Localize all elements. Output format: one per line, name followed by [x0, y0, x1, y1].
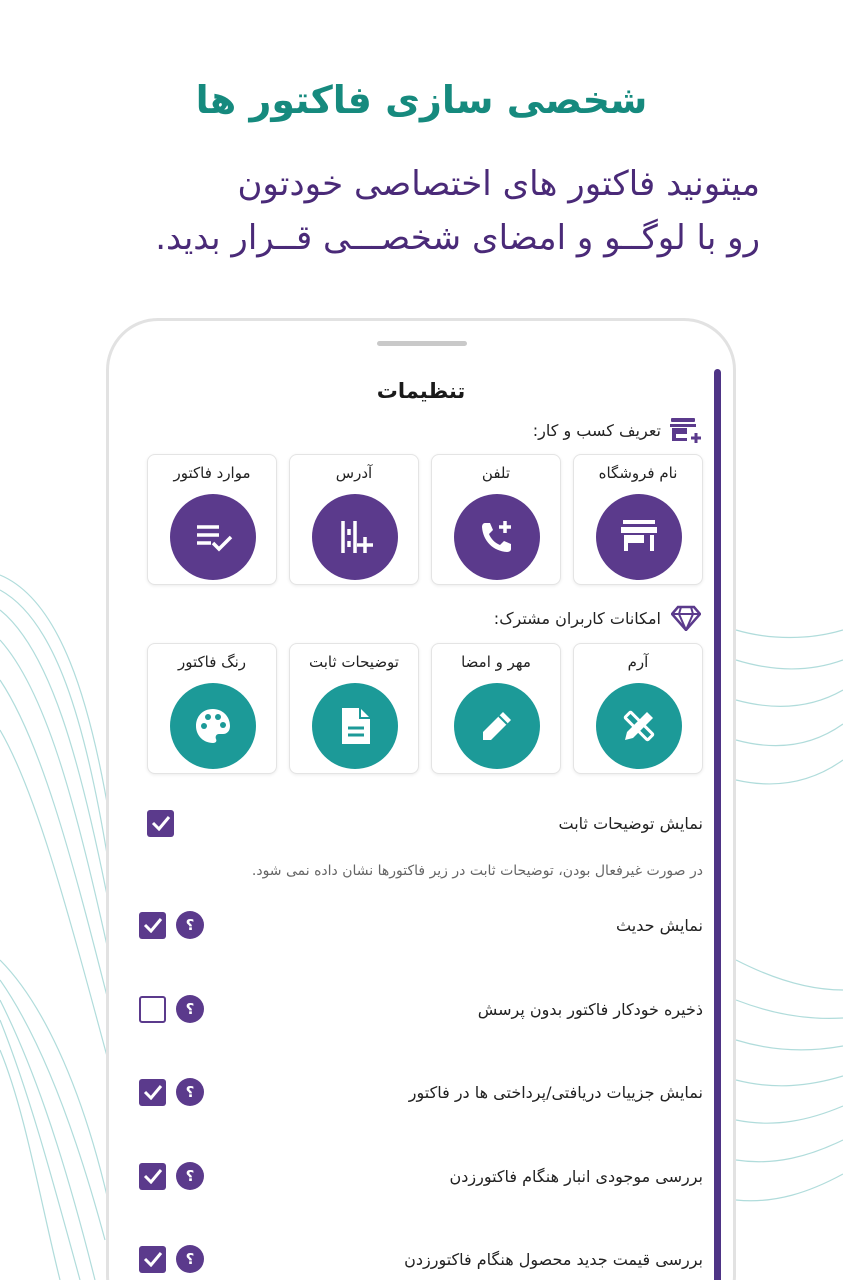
help-icon[interactable]: ؟	[176, 1078, 204, 1106]
palette-icon	[170, 683, 256, 769]
card-phone[interactable]	[431, 454, 561, 585]
card-store-name[interactable]	[573, 454, 703, 585]
scrollbar[interactable]	[714, 369, 721, 1280]
option-autosave-invoice	[139, 989, 703, 1029]
option-show-hadith	[139, 905, 703, 945]
help-icon[interactable]: ؟	[176, 911, 204, 939]
diamond-icon	[669, 603, 703, 633]
checkbox-checked[interactable]	[139, 1163, 166, 1190]
option-label: نمایش توضیحات ثابت	[558, 813, 703, 833]
phone-add-icon	[454, 494, 540, 580]
card-label: نام فروشگاه	[598, 464, 678, 482]
checkbox-unchecked[interactable]	[139, 996, 166, 1023]
help-icon[interactable]: ؟	[176, 995, 204, 1023]
help-icon[interactable]: ؟	[176, 1162, 204, 1190]
business-section-heading	[533, 415, 703, 445]
card-invoice-color[interactable]	[147, 643, 277, 774]
promo-headline: شخصی سازی فاکتور ها	[195, 78, 648, 122]
card-stamp-signature[interactable]	[431, 643, 561, 774]
phone-notch	[377, 341, 467, 346]
option-show-fixed-desc	[139, 803, 703, 843]
card-label: مهر و امضا	[461, 653, 531, 671]
phone-frame	[106, 318, 736, 1280]
option-label: بررسی موجودی انبار هنگام فاکتورزدن	[449, 1166, 703, 1186]
fixed-desc-note: در صورت غیرفعال بودن، توضیحات ثابت در زیر فاکتورها نشان داده نمی شود.	[251, 863, 703, 879]
card-label: آدرس	[335, 464, 373, 482]
business-cards	[147, 454, 703, 585]
help-icon[interactable]: ؟	[176, 1245, 204, 1273]
card-logo[interactable]	[573, 643, 703, 774]
premium-cards	[147, 643, 703, 774]
card-label: رنگ فاکتور	[177, 653, 246, 671]
checkbox-checked[interactable]	[147, 810, 174, 837]
promo-subline-2: رو با لوگــو و امضای شخصـــی قــرار بدید.	[155, 218, 760, 258]
premium-section-heading	[494, 603, 703, 633]
option-label: بررسی قیمت جدید محصول هنگام فاکتورزدن	[404, 1249, 703, 1269]
card-label: آرم	[627, 653, 649, 671]
design-tools-icon	[596, 683, 682, 769]
list-add-icon	[312, 494, 398, 580]
list-check-icon	[170, 494, 256, 580]
pencil-icon	[454, 683, 540, 769]
option-show-payment-details	[139, 1072, 703, 1112]
document-icon	[312, 683, 398, 769]
checkbox-checked[interactable]	[139, 912, 166, 939]
option-label: نمایش جزییات دریافتی/پرداختی ها در فاکتور	[408, 1082, 703, 1102]
card-label: تلفن	[481, 464, 511, 482]
card-address[interactable]	[289, 454, 419, 585]
option-check-stock	[139, 1156, 703, 1196]
premium-section-label: امکانات کاربران مشترک:	[493, 608, 661, 628]
business-section-label: تعریف کسب و کار:	[532, 420, 661, 440]
card-label: توضیحات ثابت	[309, 653, 399, 671]
store-icon	[596, 494, 682, 580]
checkbox-checked[interactable]	[139, 1246, 166, 1273]
card-fixed-description[interactable]	[289, 643, 419, 774]
store-add-icon	[669, 415, 703, 445]
option-check-new-price	[139, 1239, 703, 1279]
option-label: نمایش حدیث	[616, 915, 703, 935]
page-title: تنظیمات	[376, 379, 466, 403]
card-invoice-items[interactable]	[147, 454, 277, 585]
promo-subline-1: میتونید فاکتور های اختصاصی خودتون	[237, 164, 760, 204]
checkbox-checked[interactable]	[139, 1079, 166, 1106]
option-label: ذخیره خودکار فاکتور بدون پرسش	[477, 999, 703, 1019]
card-label: موارد فاکتور	[173, 464, 251, 482]
